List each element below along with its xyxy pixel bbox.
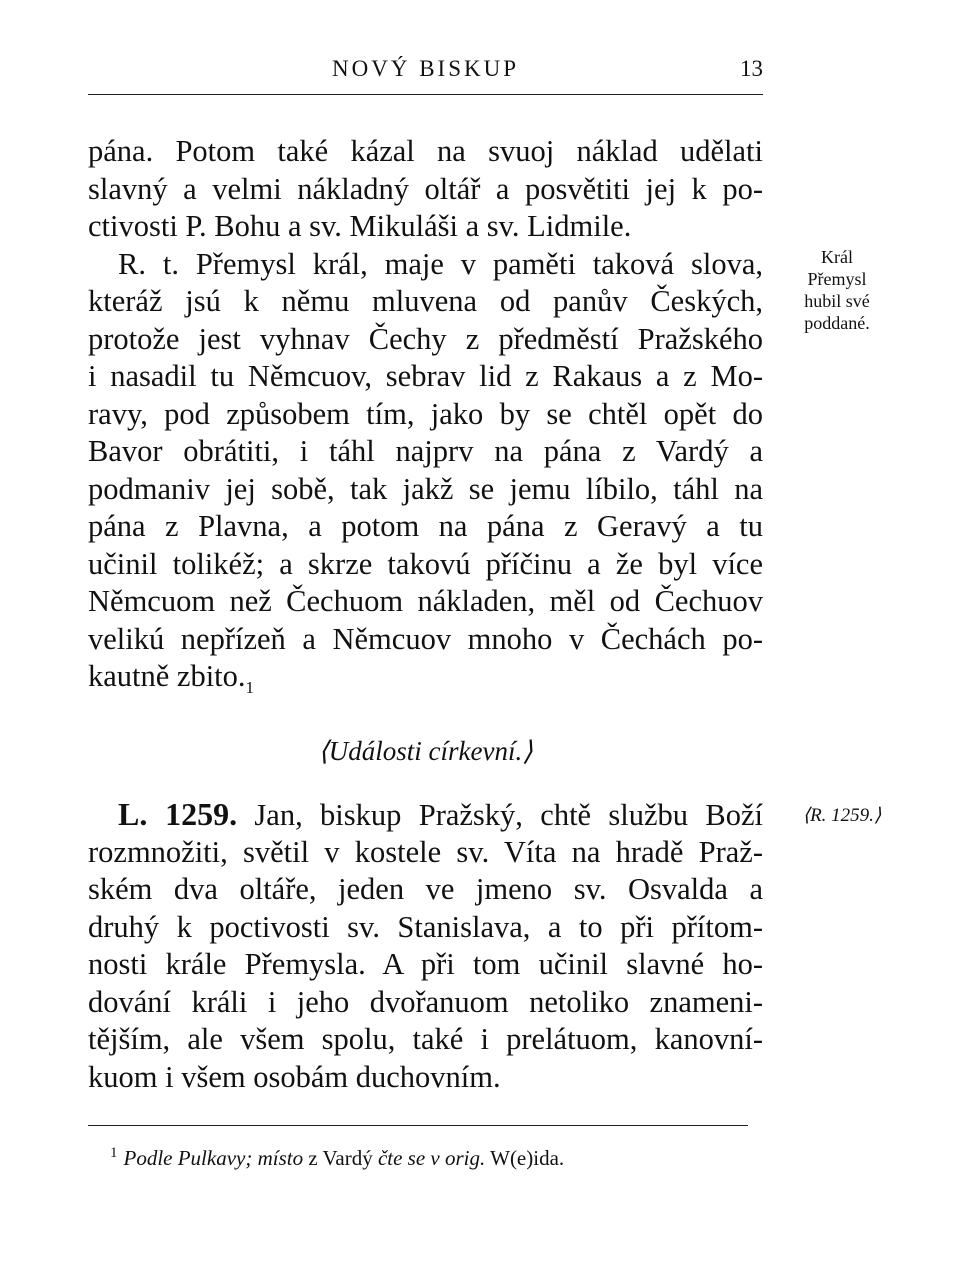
text-line: ravy, pod způsobem tím, jako by se chtěl opět do [88,396,763,431]
paragraph-1 [88,133,763,696]
text-line: tějším, ale všem spolu, také i prelátuom, kanovní- [88,1022,763,1056]
text-line: Bavor obrátiti, i táhl najprv na pána z Vardý a [88,434,763,468]
text-line: velikú nepřízeň a Němcuov mnoho v Čechách po- [88,621,763,656]
text-line: rozmnožiti, světil v kostele sv. Víta na hradě Praž- [88,834,763,869]
text-line: ctivosti P. Bohu a sv. Mikuláši a sv. Lidmile. [88,209,632,243]
running-head: NOVÝ BISKUP [332,56,519,81]
text-line [88,796,763,834]
text-fragment: Jan, biskup Pražský, chtě službu Boží [237,798,764,832]
margin-note-line: hubil své [804,291,870,311]
margin-note-line: poddané. [804,313,870,333]
margin-note-line: Přemysl [807,269,867,289]
year-heading: L. 1259. [118,796,238,832]
text-line: podmaniv jej sobě, tak jakž se jemu líbilo, táhl na [88,471,763,506]
text-line: učinil tolikéž; a skrze takovú příčinu a že byl více [88,546,763,581]
footnote-italic: Podle Pulkavy; místo [123,1146,304,1170]
page-number: 13 [740,56,763,81]
text-line: kteráž jsú k němu mluvena od panův Českých, [88,284,763,318]
text-line: protože jest vyhnav Čechy z předměstí Pražského [88,321,763,356]
text-line-last [88,658,763,696]
text-fragment: kautně zbito. [88,659,246,693]
footnote-number: 1 [110,1145,118,1161]
page-header [88,54,763,95]
paragraph-2 [88,796,763,1096]
text-line: slavný a velmi nákladný oltář a posvětiti jej k po- [88,171,763,206]
margin-note-1 [778,246,896,334]
text-line: pána z Plavna, a potom na pána z Geravý a tu [88,509,763,543]
text-line: Němcuom než Čechuom nákladen, měl od Čechuov [88,584,763,618]
footnote [110,1145,760,1171]
text-line: ském dva oltáře, jeden ve jmeno sv. Osvalda a [88,872,763,906]
margin-note-line: Král [821,247,853,267]
text-line: i nasadil tu Němcuov, sebrav lid z Rakaus a z Mo- [88,359,763,393]
footnote-divider [88,1125,748,1126]
text-line: nosti krále Přemysla. A při tom učinil slavné ho- [88,947,763,981]
margin-note-2: ⟨R. 1259.⟩ [802,805,882,826]
section-title: ⟨Události církevní.⟩ [318,736,533,766]
footnote-italic: čte se v orig. [377,1146,486,1170]
text-line: R. t. Přemysl král, maje v paměti taková slova, [118,246,763,281]
text-line: druhý k poctivosti sv. Stanislava, a to při přítom- [88,909,763,944]
text-line: pána. Potom také kázal na svuoj náklad udělati [88,134,763,168]
footnote-text: z Vardý [303,1146,378,1170]
text-line-last: kuom i všem osobám duchovním. [88,1059,501,1094]
text-line: dování králi i jeho dvořanuom netoliko znameni- [88,984,763,1019]
footnote-text: W(e)ida. [485,1146,565,1170]
footnote-reference: 1 [245,678,255,698]
